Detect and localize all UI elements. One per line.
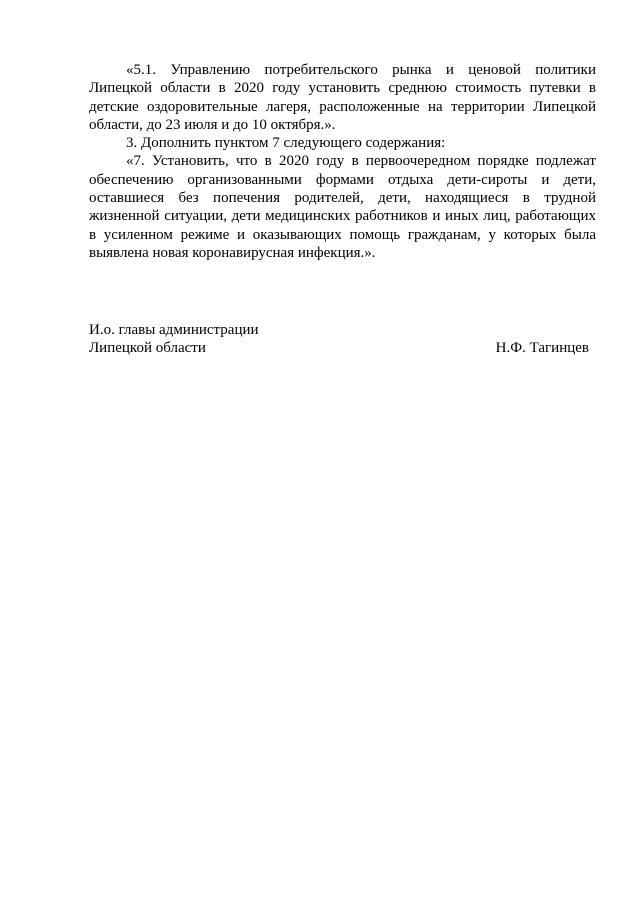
signature-row (89, 339, 589, 357)
signature-block (89, 321, 589, 358)
document-body (89, 61, 596, 262)
signatory-name: Н.Ф. Тагинцев (495, 340, 589, 357)
paragraph-3: 3. Дополнить пунктом 7 следующего содержания: (126, 135, 446, 152)
signatory-title-line2: Липецкой области (89, 340, 206, 357)
signatory-title-line1: И.о. главы администрации (89, 322, 259, 338)
paragraph-5-1: «5.1. Управлению потребительского рынка и ценовой политики Липецкой области в 2020 году установить среднюю стоимость путевки в детские оздоровительные лагеря, расположенные на территории Липецкой области, до 23 июля и до 10 октября.». (89, 62, 596, 133)
paragraph-7: «7. Установить, что в 2020 году в первоочередном порядке подлежат обеспечению организованными формами отдыха дети-сироты и дети, оставшиеся без попечения родителей, дети, находящиеся в трудной жизненной ситуации, дети медицинских работников и иных лиц, работающих в усиленном режиме и оказывающих помощь гражданам, у которых была выявлена новая коронавирусная инфекция.». (89, 153, 596, 261)
